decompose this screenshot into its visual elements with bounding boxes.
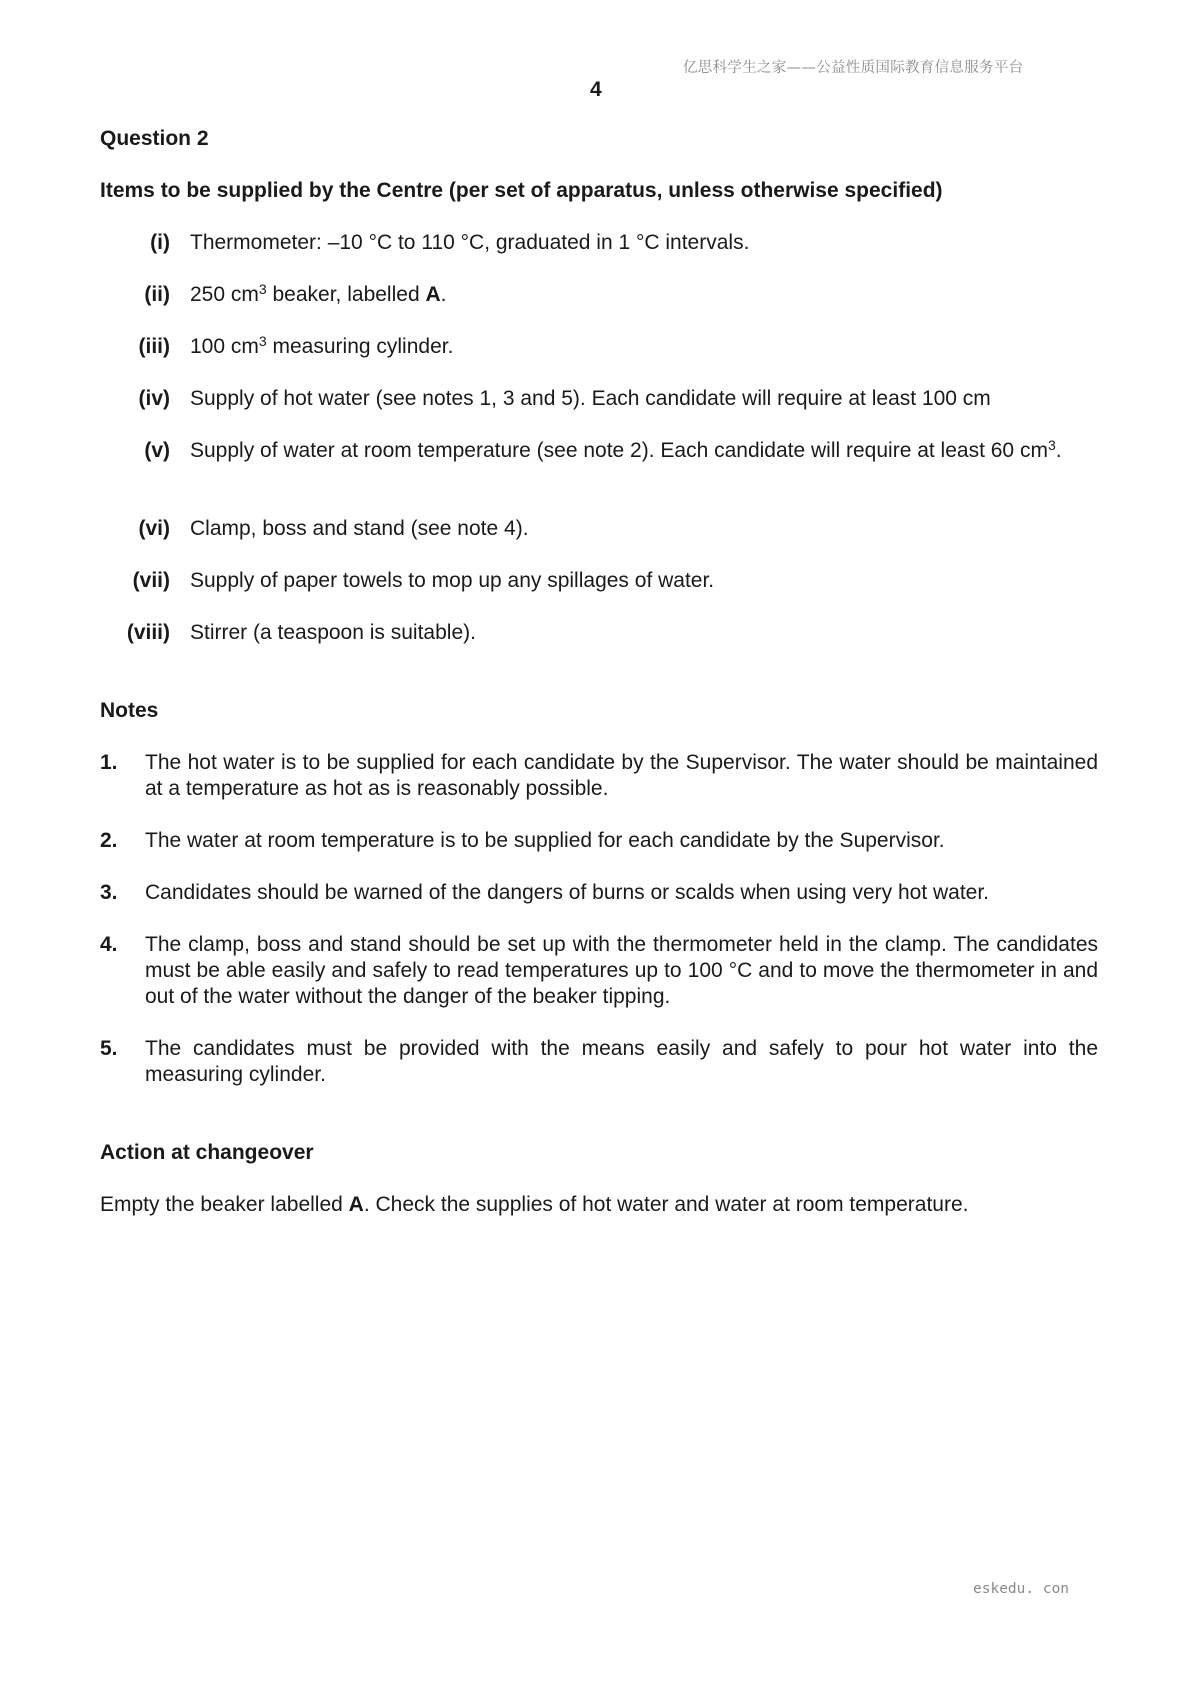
footer-url: eskedu. con [973, 1581, 1070, 1597]
list-item [100, 282, 1098, 308]
note-item [100, 880, 1098, 906]
item-number: (v) [144, 439, 170, 462]
list-item [100, 438, 1098, 464]
item-text: Supply of hot water (see notes 1, 3 and 5). Each candidate will require at least 100 cm [190, 387, 991, 410]
item-number: (viii) [126, 621, 170, 644]
note-item [100, 750, 1098, 802]
note-text: The hot water is to be supplied for each candidate by the Supervisor. The water should be maintained at a temperature as hot as is reasonably possible. [145, 751, 1098, 800]
item-number: (iv) [138, 387, 170, 410]
item-text: Clamp, boss and stand (see note 4). [190, 517, 529, 540]
list-item [100, 516, 1098, 542]
items-heading: Items to be supplied by the Centre (per set of apparatus, unless otherwise specified) [100, 179, 943, 202]
note-text: The water at room temperature is to be supplied for each candidate by the Supervisor. [145, 829, 945, 852]
note-number: 2. [100, 829, 118, 852]
item-number: (vi) [138, 517, 170, 540]
note-number: 3. [100, 881, 118, 904]
item-text: Supply of water at room temperature (see note 2). Each candidate will require at least 60 $cm^3$. [190, 437, 1062, 462]
item-number: (i) [150, 231, 170, 254]
page-number: 4 [590, 78, 602, 101]
list-item [100, 230, 1098, 256]
item-text: 100 $cm^3$ measuring cylinder. [190, 333, 454, 358]
item-number: (vii) [132, 569, 170, 592]
changeover-text: Empty the beaker labelled A. Check the supplies of hot water and water at room temperature. [100, 1193, 969, 1216]
question-title: Question 2 [100, 127, 209, 150]
changeover-heading: Action at changeover [100, 1141, 314, 1164]
note-text: The clamp, boss and stand should be set up with the thermometer held in the clamp. The candidates must be able easily and safely to read temperatures up to 100 °C and to move the thermometer in and out of the water without the danger of the beaker tipping. [145, 933, 1098, 1008]
note-item [100, 828, 1098, 854]
list-item [100, 568, 1098, 594]
watermark-text: 亿思科学生之家——公益性质国际教育信息服务平台 [683, 60, 1024, 76]
item-text: Stirrer (a teaspoon is suitable). [190, 621, 476, 644]
list-item [100, 386, 1098, 412]
note-number: 4. [100, 933, 118, 956]
notes-heading: Notes [100, 699, 159, 722]
note-number: 5. [100, 1037, 118, 1060]
note-text: The candidates must be provided with the means easily and safely to pour hot water into the measuring cylinder. [145, 1037, 1098, 1086]
list-item [100, 334, 1098, 360]
item-text: Supply of paper towels to mop up any spillages of water. [190, 569, 715, 592]
item-text: Thermometer: –10 °C to 110 °C, graduated in 1 °C intervals. [190, 231, 750, 254]
note-text: Candidates should be warned of the dangers of burns or scalds when using very hot water. [145, 881, 990, 904]
item-number: (ii) [144, 283, 170, 306]
item-text: 250 $cm^3$ beaker, labelled A. [190, 281, 447, 306]
note-item [100, 1036, 1098, 1088]
item-number: (iii) [138, 335, 170, 358]
note-item [100, 932, 1098, 1010]
list-item [100, 620, 1098, 646]
note-number: 1. [100, 751, 118, 774]
